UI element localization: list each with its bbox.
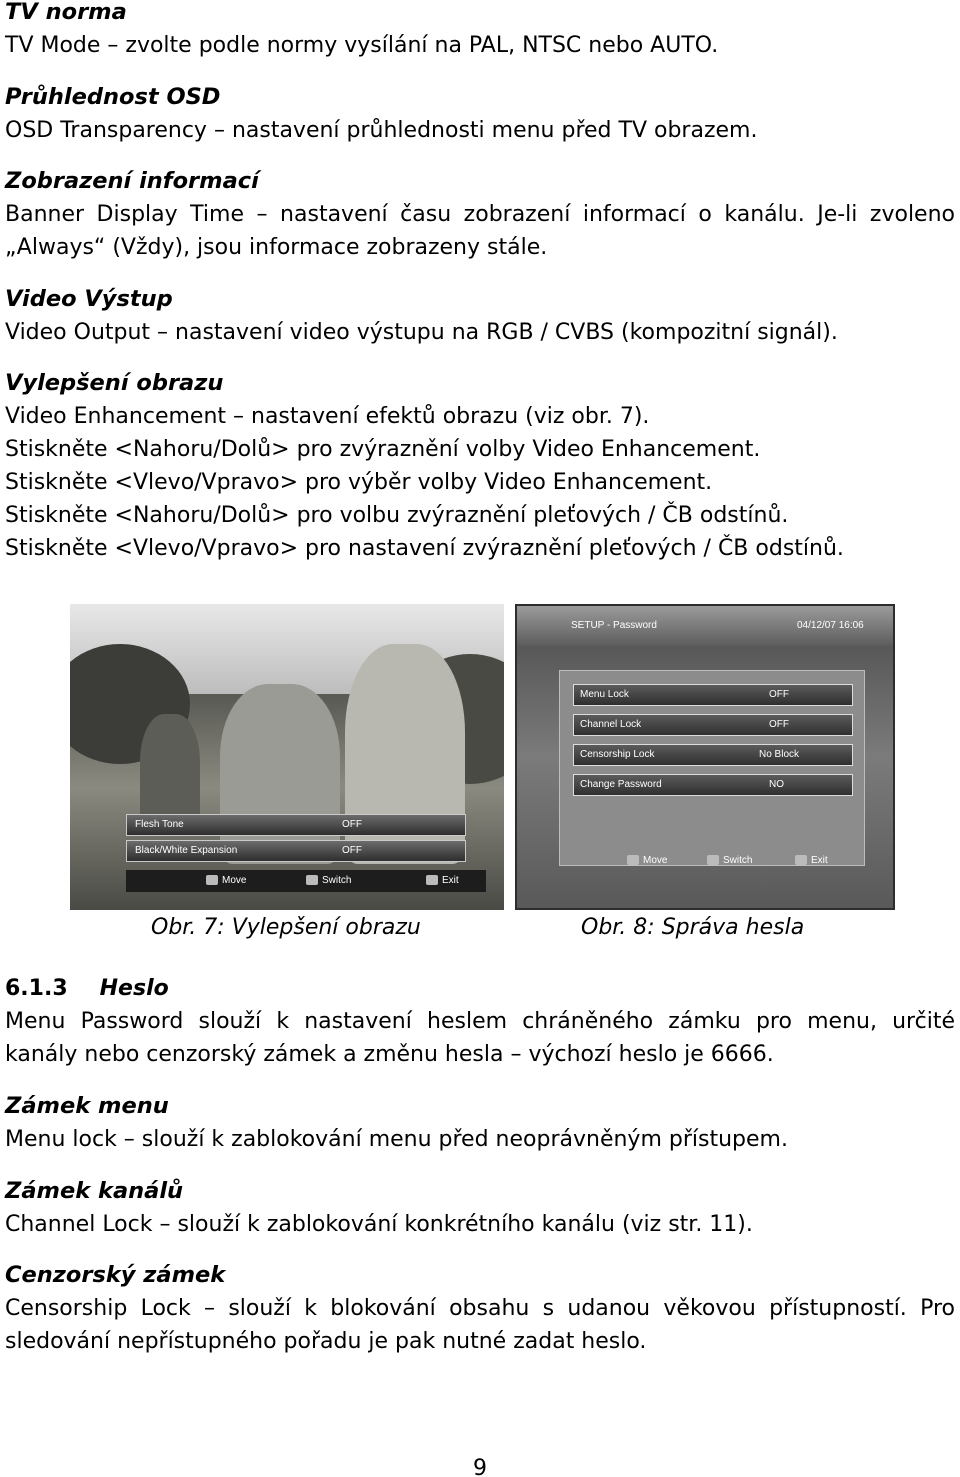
arrow-keys-icon <box>206 875 218 885</box>
setup-title: SETUP - Password <box>571 620 657 631</box>
section-banner-display <box>5 165 955 264</box>
switch-keys-icon <box>707 855 719 865</box>
osd-row-label: Black/White Expansion <box>135 845 238 856</box>
osd-help-switch: Switch <box>306 870 351 892</box>
figure-password-setup-screenshot <box>515 604 895 910</box>
setup-row-value: No Block <box>759 749 800 760</box>
osd-row-value: OFF <box>342 845 362 856</box>
osd-row-value: OFF <box>342 819 362 830</box>
page-number: 9 <box>473 1456 487 1477</box>
setup-row-channel-lock[interactable] <box>573 714 853 736</box>
setup-datetime: 04/12/07 16:06 <box>797 620 864 631</box>
section-text-line: „Always“ (Vždy), jsou informace zobrazeny stále. <box>5 235 548 260</box>
section-heading: Zámek kanálů <box>5 1178 184 1204</box>
setup-row-value: OFF <box>769 689 789 700</box>
figure8-caption: Obr. 8: Správa hesla <box>581 915 805 940</box>
section-text: OSD Transparency – nastavení průhlednosti menu před TV obrazem. <box>5 118 758 143</box>
osd-row-label: Flesh Tone <box>135 819 184 830</box>
setup-row-value: OFF <box>769 719 789 730</box>
section-text-line: Stiskněte <Vlevo/Vpravo> pro nastavení zvýraznění pleťových / ČB odstínů. <box>5 536 844 561</box>
section-heading: Cenzorský zámek <box>5 1262 226 1288</box>
section-text-line: sledování nepřístupného pořadu je pak nutné zadat heslo. <box>5 1329 647 1354</box>
setup-row-censorship-lock[interactable] <box>573 744 853 766</box>
section-text-line: Video Enhancement – nastavení efektů obrazu (viz obr. 7). <box>5 404 650 429</box>
section-heading: Zobrazení informací <box>5 168 259 194</box>
section-text-line: Menu Password slouží k nastavení heslem chráněného zámku pro menu, určité <box>5 1009 955 1034</box>
section-text-line: Stiskněte <Nahoru/Dolů> pro zvýraznění volby Video Enhancement. <box>5 437 761 462</box>
switch-keys-icon <box>306 875 318 885</box>
exit-key-icon <box>426 875 438 885</box>
section-password <box>5 972 955 1071</box>
osd-row-flesh-tone[interactable] <box>126 814 466 836</box>
setup-row-label: Censorship Lock <box>580 749 655 760</box>
section-menu-lock <box>5 1090 955 1156</box>
setup-row-menu-lock[interactable] <box>573 684 853 706</box>
section-text-line: Censorship Lock – slouží k blokování obsahu s udanou věkovou přístupností. Pro <box>5 1296 955 1321</box>
setup-titlebar <box>517 606 893 646</box>
section-censorship-lock <box>5 1259 955 1358</box>
figure-video-enhancement-screenshot <box>70 604 504 910</box>
section-text-line: Stiskněte <Vlevo/Vpravo> pro výběr volby Video Enhancement. <box>5 470 713 495</box>
arrow-keys-icon <box>627 855 639 865</box>
exit-key-icon <box>795 855 807 865</box>
setup-help-bar <box>517 846 893 876</box>
setup-row-label: Change Password <box>580 779 662 790</box>
setup-help-exit: Exit <box>795 846 828 876</box>
setup-row-value: NO <box>769 779 784 790</box>
section-text-line: kanály nebo cenzorský zámek a změnu hesla – výchozí heslo je 6666. <box>5 1042 774 1067</box>
section-osd-transparency <box>5 81 955 147</box>
osd-help-exit: Exit <box>426 870 459 892</box>
section-number: 6.1.3 <box>5 976 68 1001</box>
photo-person <box>220 684 340 864</box>
section-heading: Vylepšení obrazu <box>5 370 224 396</box>
setup-row-label: Channel Lock <box>580 719 642 730</box>
section-video-enhancement <box>5 367 955 565</box>
section-channel-lock <box>5 1175 955 1241</box>
section-heading: Zámek menu <box>5 1093 169 1119</box>
setup-help-move: Move <box>627 846 667 876</box>
setup-row-label: Menu Lock <box>580 689 629 700</box>
section-text: Channel Lock – slouží k zablokování konkrétního kanálu (viz str. 11). <box>5 1212 753 1237</box>
section-text: Video Output – nastavení video výstupu na RGB / CVBS (kompozitní signál). <box>5 320 838 345</box>
section-title: Heslo <box>99 976 169 1001</box>
osd-row-bw-expansion[interactable] <box>126 840 466 862</box>
setup-row-change-password[interactable] <box>573 774 853 796</box>
section-heading: Průhlednost OSD <box>5 84 221 110</box>
osd-help-move: Move <box>206 870 246 892</box>
section-text-line: Banner Display Time – nastavení času zobrazení informací o kanálu. Je-li zvoleno <box>5 202 955 227</box>
section-video-output <box>5 283 955 349</box>
figure7-caption: Obr. 7: Vylepšení obrazu <box>151 915 421 940</box>
section-text-line: Stiskněte <Nahoru/Dolů> pro volbu zvýraznění pleťových / ČB odstínů. <box>5 503 789 528</box>
section-heading: Video Výstup <box>5 286 173 312</box>
section-heading: TV norma <box>5 0 127 25</box>
osd-help-bar <box>126 870 486 892</box>
setup-help-switch: Switch <box>707 846 752 876</box>
section-text: TV Mode – zvolte podle normy vysílání na PAL, NTSC nebo AUTO. <box>5 33 719 58</box>
section-tv-norm <box>5 0 955 62</box>
section-heading <box>5 972 955 1005</box>
section-text: Menu lock – slouží k zablokování menu před neoprávněným přístupem. <box>5 1127 788 1152</box>
